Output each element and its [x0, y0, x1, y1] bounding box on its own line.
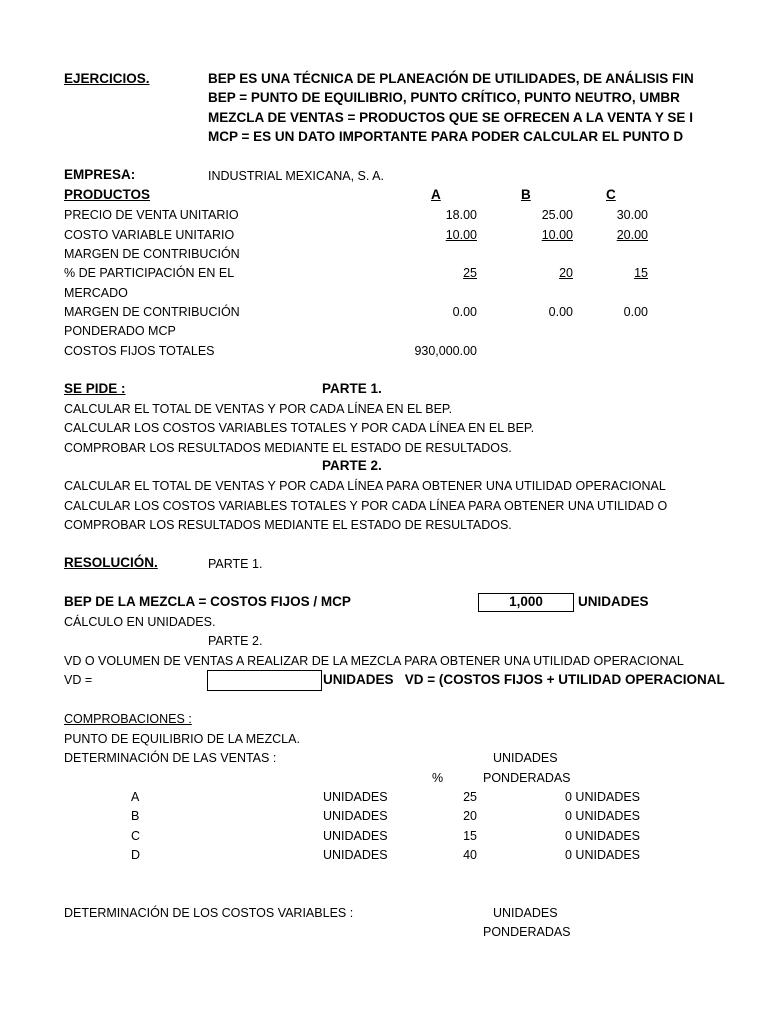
- ventas-row-b-pct: 20: [463, 809, 477, 823]
- cell-precio-a: 18.00: [445, 208, 477, 222]
- cell-pct-b: 20: [559, 266, 573, 280]
- parte2-item-2: CALCULAR LOS COSTOS VARIABLES TOTALES Y POR CADA LÍNEA PARA OBTENER UNA UTILIDAD O: [64, 499, 668, 513]
- parte2-item-3: COMPROBAR LOS RESULTADOS MEDIANTE EL ESTADO DE RESULTADOS.: [64, 518, 512, 532]
- calc-units: CÁLCULO EN UNIDADES.: [64, 615, 216, 629]
- cell-pct-c: 15: [634, 266, 648, 280]
- cell-mcp-b: 0.00: [548, 305, 573, 319]
- col-unidades: UNIDADES: [493, 751, 558, 765]
- costos-col-ponderadas: PONDERADAS: [483, 925, 571, 939]
- parte2-item-1: CALCULAR EL TOTAL DE VENTAS Y POR CADA LÍNEA PARA OBTENER UNA UTILIDAD OPERACIONAL: [64, 479, 666, 493]
- costos-col-unidades: UNIDADES: [493, 906, 558, 920]
- vd-formula: UNIDADES VD = (COSTOS FIJOS + UTILIDAD OPERACIONAL: [323, 672, 725, 687]
- col-header-a: A: [431, 187, 441, 202]
- ventas-row-a-product: A: [131, 790, 140, 804]
- cell-pct-a: 25: [463, 266, 477, 280]
- ventas-row-d-weighted: 0 UNIDADES: [565, 848, 641, 862]
- row-label-precio: PRECIO DE VENTA UNITARIO: [64, 208, 239, 222]
- resolucion-parte1: PARTE 1.: [208, 557, 263, 571]
- col-ponderadas: PONDERADAS: [483, 771, 571, 785]
- col-header-b: B: [521, 187, 531, 202]
- ventas-row-d-product: D: [131, 848, 141, 862]
- parte1-item-1: CALCULAR EL TOTAL DE VENTAS Y POR CADA LÍNEA EN EL BEP.: [64, 402, 453, 416]
- parte2-title: PARTE 2.: [322, 458, 382, 473]
- ventas-row-c-units: UNIDADES: [323, 829, 388, 843]
- punto-equilibrio-mezcla: PUNTO DE EQUILIBRIO DE LA MEZCLA.: [64, 732, 300, 746]
- col-header-c: C: [606, 187, 616, 202]
- ventas-row-d-pct: 40: [463, 848, 477, 862]
- ventas-row-a-units: UNIDADES: [323, 790, 388, 804]
- vd-label: VD =: [64, 673, 93, 687]
- ventas-label: DETERMINACIÓN DE LAS VENTAS :: [64, 751, 277, 765]
- cell-costo-a: 10.00: [445, 228, 477, 242]
- costos-variables-label: DETERMINACIÓN DE LOS COSTOS VARIABLES :: [64, 906, 354, 920]
- comprobaciones-label: COMPROBACIONES :: [64, 712, 192, 726]
- row-label-participacion: % DE PARTICIPACIÓN EN EL: [64, 266, 235, 280]
- se-pide-label: SE PIDE :: [64, 381, 126, 396]
- ventas-row-d-units: UNIDADES: [323, 848, 388, 862]
- bep-formula: BEP DE LA MEZCLA = COSTOS FIJOS / MCP: [64, 594, 351, 609]
- ventas-row-b-product: B: [131, 809, 140, 823]
- vd-text: VD O VOLUMEN DE VENTAS A REALIZAR DE LA MEZCLA PARA OBTENER UNA UTILIDAD OPERACIONAL: [64, 654, 684, 668]
- resolucion-label: RESOLUCIÓN.: [64, 555, 158, 570]
- ventas-row-a-pct: 25: [463, 790, 477, 804]
- row-label-costo: COSTO VARIABLE UNITARIO: [64, 228, 235, 242]
- row-label-margen-ponderado: MARGEN DE CONTRIBUCIÓN: [64, 305, 240, 319]
- parte1-item-2: CALCULAR LOS COSTOS VARIABLES TOTALES Y POR CADA LÍNEA EN EL BEP.: [64, 421, 535, 435]
- bep-value: 1,000: [509, 594, 543, 609]
- empresa-name: INDUSTRIAL MEXICANA, S. A.: [208, 169, 384, 183]
- parte1-item-3: COMPROBAR LOS RESULTADOS MEDIANTE EL ESTADO DE RESULTADOS.: [64, 441, 512, 455]
- row-label-mcp: PONDERADO MCP: [64, 324, 176, 338]
- cell-mcp-a: 0.00: [452, 305, 477, 319]
- header-line-3: MEZCLA DE VENTAS = PRODUCTOS QUE SE OFRECEN A LA VENTA Y SE I: [208, 110, 693, 125]
- parte1-title: PARTE 1.: [322, 381, 382, 396]
- ventas-row-c-pct: 15: [463, 829, 477, 843]
- header-line-1: BEP ES UNA TÉCNICA DE PLANEACIÓN DE UTILIDADES, DE ANÁLISIS FIN: [208, 71, 694, 86]
- resolucion-parte2: PARTE 2.: [208, 634, 263, 648]
- cell-precio-b: 25.00: [541, 208, 573, 222]
- ventas-row-c-product: C: [131, 829, 141, 843]
- productos-label: PRODUCTOS: [64, 187, 151, 202]
- cell-costo-b: 10.00: [541, 228, 573, 242]
- ventas-row-b-units: UNIDADES: [323, 809, 388, 823]
- ejercicios-label: EJERCICIOS.: [64, 71, 150, 86]
- row-label-margen: MARGEN DE CONTRIBUCIÓN: [64, 247, 240, 261]
- vd-value: [207, 672, 322, 688]
- ventas-row-a-weighted: 0 UNIDADES: [565, 790, 641, 804]
- header-line-2: BEP = PUNTO DE EQUILIBRIO, PUNTO CRÍTICO, PUNTO NEUTRO, UMBR: [208, 90, 680, 105]
- empresa-label: EMPRESA:: [64, 167, 136, 182]
- row-label-costos-fijos: COSTOS FIJOS TOTALES: [64, 344, 215, 358]
- cell-costo-c: 20.00: [616, 228, 648, 242]
- header-line-4: MCP = ES UN DATO IMPORTANTE PARA PODER CALCULAR EL PUNTO D: [208, 129, 684, 144]
- cell-precio-c: 30.00: [616, 208, 648, 222]
- cell-mcp-c: 0.00: [623, 305, 648, 319]
- bep-units: UNIDADES: [578, 594, 649, 609]
- row-label-mercado: MERCADO: [64, 286, 128, 300]
- ventas-row-b-weighted: 0 UNIDADES: [565, 809, 641, 823]
- ventas-row-c-weighted: 0 UNIDADES: [565, 829, 641, 843]
- col-pct: %: [432, 771, 444, 785]
- cell-costos-fijos: 930,000.00: [414, 344, 477, 358]
